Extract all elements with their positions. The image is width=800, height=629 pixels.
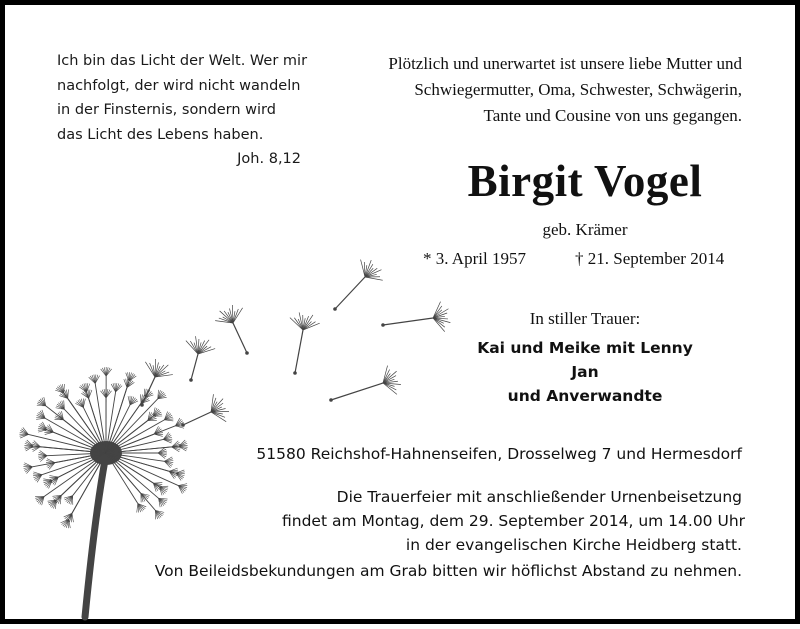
quote-line: in der Finsternis, sondern wird [57,98,307,123]
deceased-name: Birgit Vogel [385,155,785,207]
quote-line: nachfolgt, der wird nicht wandeln [57,74,307,99]
intro-line: Plötzlich und unerwartet ist unsere liebe Mutter und [302,51,742,77]
bible-quote [57,49,307,172]
condolence-note: Von Beileidsbekundungen am Grab bitten wir höflichst Abstand zu nehmen. [155,562,742,580]
quote-reference: Joh. 8,12 [57,147,301,172]
birth-date: * 3. April 1957 [423,249,526,269]
mourner-name: Kai und Meike mit Lenny [435,336,735,360]
mourner-list [435,336,735,408]
mourning-heading: In stiller Trauer: [435,307,735,331]
intro-line: Schwiegermutter, Oma, Schwester, Schwägerin, [302,77,742,103]
death-date: † 21. September 2014 [575,249,724,269]
service-line: Die Trauerfeier mit anschließender Urnenbeisetzung [282,485,742,509]
funeral-service-info [282,485,742,557]
service-line: findet am Montag, dem 29. September 2014, um 14.00 Uhr [282,509,742,533]
maiden-name: geb. Krämer [485,220,685,240]
family-address: 51580 Reichshof-Hahnenseifen, Drosselweg 7 und Hermesdorf [256,445,742,463]
mourner-name: Jan [435,360,735,384]
intro-text [302,51,742,129]
quote-line: Ich bin das Licht der Welt. Wer mir [57,49,307,74]
service-line: in der evangelischen Kirche Heidberg statt. [282,533,742,557]
quote-line: das Licht des Lebens haben. [57,123,307,148]
intro-line: Tante und Cousine von uns gegangen. [302,103,742,129]
mourner-name: und Anverwandte [435,384,735,408]
